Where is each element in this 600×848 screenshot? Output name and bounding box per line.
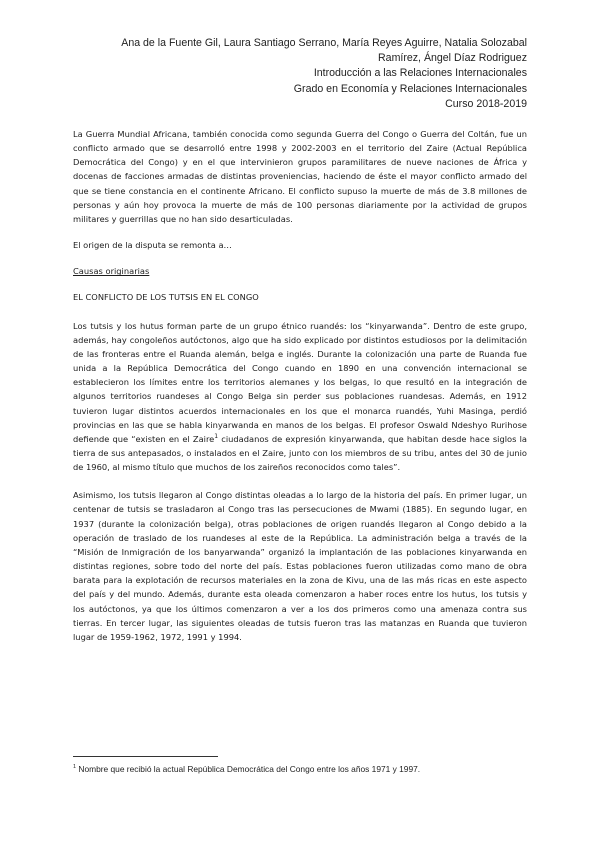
authors-line-2: Ramírez, Ángel Díaz Rodriguez (378, 52, 527, 65)
origin-paragraph: El origen de la disputa se remonta a… (73, 240, 232, 251)
academic-year: Curso 2018-2019 (445, 97, 527, 110)
body-paragraph-2: Asimismo, los tutsis llegaron al Congo distintas oleadas a lo largo de la historia del país. En primer lugar, un centenar de tutsis se trasladaron al Congo tras las persecuciones de Mwami (1885). En segundo lugar, en 1937 (durante la colonización belga), otras poblaciones de origen ruandés llegaron al Congo debido a la operación de traslado de los ruandeses al este de la República. La administración belga a través de la “Misión de Inmigración de los banyarwanda” organizó la implantación de las poblaciones kinyarwanda en distintas regiones, sobre todo del norte del país. Estas poblaciones fueron utilizadas como mano de obra barata para la explotación de recursos materiales en la zona de Kivu, una de las más ricas en este aspecto del país y del mundo. Además, durante esta oleada comenzaron a haber roces entre los hutus, los tutsis y los autóctonos, ya que los últimos comenzaron a ver a los dos primeros como una amenaza contra sus tierras. En tercer lugar, las siguientes oleadas de tutsis fueron tras las matanzas en Ruanda que tuvieron lugar de 1959-1962, 1972, 1991 y 1994. (73, 490, 527, 642)
degree-name: Grado en Economía y Relaciones Internacionales (293, 82, 527, 95)
course-name: Introducción a las Relaciones Internacionales (313, 67, 527, 80)
paragraph-1-text-end: ciudadanos de expresión kinyarwanda, que habitan desde hace siglos la tierra de sus antepasados, o instalados en el Zaire, junto con los miembros de su tribu, antes del 30 de junio de 1960, al mismo título que muchos de los zaireños reconocidos como tales”. (73, 433, 527, 473)
footnote-reference[interactable]: 1 (214, 433, 219, 441)
footnote-text: Nombre que recibió la actual República Democrática del Congo entre los años 1971 y 1997. (76, 764, 421, 774)
body-paragraph-1 (73, 319, 527, 475)
footnote-divider (73, 756, 218, 757)
document-header (57, 36, 527, 112)
authors-line-1: Ana de la Fuente Gil, Laura Santiago Serrano, María Reyes Aguirre, Natalia Solozabal (121, 37, 527, 49)
intro-paragraph: La Guerra Mundial Africana, también conocida como segunda Guerra del Congo o Guerra del Coltán, fue un conflicto armado que se desarrolló entre 1998 y 2002-2003 en el territorio del Zaire (Actual República Democrática del Congo) y en el que intervinieron grupos paramilitares de nueve naciones de África y docenas de facciones armadas de distintas proveniencias, haciendo de éste el mayor conflicto armado del que se tiene constancia en el continente Africano. El conflicto supuso la muerte de más de 3.8 millones de personas y aún hoy provoca la muerte de más de 100 personas diariamente por la actividad de grupos militares y guerrillas que no han sido desarticuladas. (73, 129, 527, 224)
section-title: Causas originarias (73, 266, 150, 277)
document-body (73, 127, 527, 644)
subsection-title: EL CONFLICTO DE LOS TUTSIS EN EL CONGO (73, 292, 259, 303)
paragraph-1-text-start: Los tutsis y los hutus forman parte de un grupo étnico ruandés: los “kinyarwanda”. Dentro de este grupo, además, hay congoleños autóctonos, algo que ha sido explicado por distintos estudiosos por la delimitación de las fronteras entre el Ruanda alemán, belga e inglés. Durante la colonización una parte de Ruanda fue unida a la República Democrática del Congo cuando en 1890 en una convención internacional se establecieron los límites entre los territorios alemanes y los belgas, lo que resultó en la integración de algunos territorios ruandeses al Congo Belga sin perder sus poblaciones ruandesas. Además, en 1912 tuvieron lugar distintos acuerdos internacionales en los que el monarca ruandés, Yuhi Masinga, perdió provincias en las que se habla kinyarwanda en manos de los belgas. El profesor Oswald Ndeshyo Rurihose defiende que “existen en el Zaire (73, 320, 527, 444)
footnote (73, 764, 543, 775)
footnote-number: 1 (73, 764, 77, 771)
